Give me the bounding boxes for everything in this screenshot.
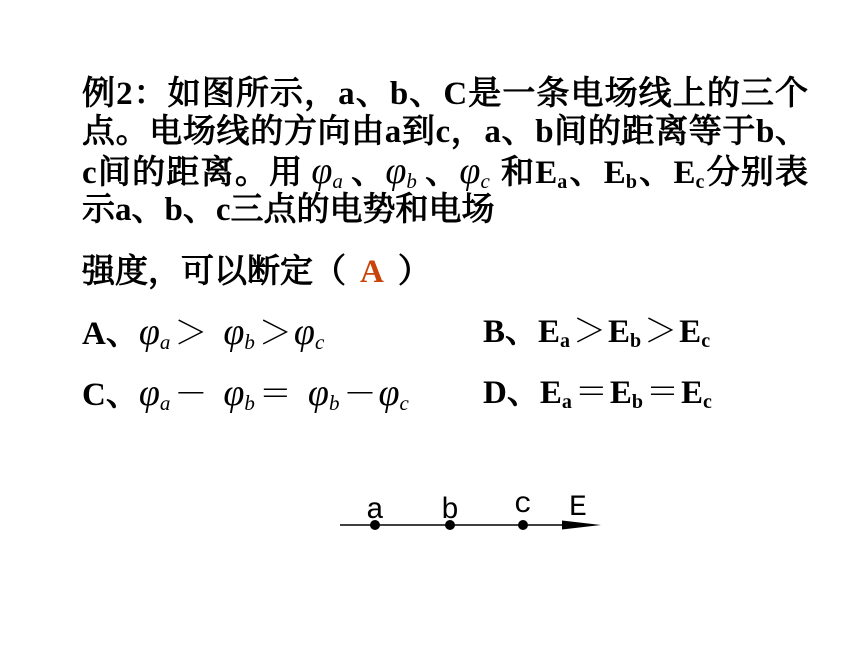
e-a-symbol: E xyxy=(535,155,558,191)
point-c-label: c xyxy=(513,488,533,522)
greater-than-operator: ＞ xyxy=(644,314,678,350)
conjunction: 和 xyxy=(499,155,536,191)
subscript: a xyxy=(561,391,572,413)
equals-operator: ＝ xyxy=(646,375,679,411)
option-c-label: C、 xyxy=(82,377,139,413)
separator: 、 xyxy=(423,155,460,191)
e-symbol: E xyxy=(539,375,562,411)
option-a-label: A、 xyxy=(82,316,139,352)
point-b-label: b xyxy=(440,494,460,528)
field-direction-label: E xyxy=(568,491,588,525)
subscript: a xyxy=(159,391,171,415)
phi-b-subscript: b xyxy=(406,169,417,193)
phi-symbol: φ xyxy=(293,311,315,353)
phi-c-subscript: c xyxy=(480,169,490,193)
subscript: b xyxy=(630,330,642,352)
phi-symbol: φ xyxy=(138,372,160,414)
e-c-subscript: c xyxy=(695,171,705,193)
option-b-label: B、 xyxy=(483,314,539,350)
e-symbol: E xyxy=(608,314,631,350)
separator: 、 xyxy=(349,155,386,191)
minus-operator: － xyxy=(343,377,377,413)
phi-a-symbol: φ xyxy=(311,150,333,192)
phi-c-symbol: φ xyxy=(459,150,481,192)
question-line-2: 点。电场线的方向由a到c，a、b间的距离等于b、 xyxy=(82,114,808,150)
e-symbol: E xyxy=(679,314,702,350)
greater-than-operator: ＞ xyxy=(258,316,292,352)
separator: 、 xyxy=(637,155,674,191)
greater-than-operator: ＞ xyxy=(174,316,208,352)
phi-symbol: φ xyxy=(378,372,400,414)
e-b-symbol: E xyxy=(603,155,626,191)
subscript: a xyxy=(560,330,571,352)
e-symbol: E xyxy=(681,375,704,411)
e-b-subscript: b xyxy=(625,171,637,193)
equals-operator: ＝ xyxy=(574,375,608,411)
subscript: b xyxy=(244,391,255,415)
phi-a-subscript: a xyxy=(332,169,343,193)
e-a-subscript: a xyxy=(557,171,568,193)
subscript: c xyxy=(701,330,711,352)
subscript: b xyxy=(328,391,340,415)
phi-symbol: φ xyxy=(223,311,245,353)
subscript: c xyxy=(703,391,712,413)
phi-symbol: φ xyxy=(223,372,245,414)
equals-operator: ＝ xyxy=(258,377,292,413)
option-d-label: D、 xyxy=(483,375,540,411)
e-symbol: E xyxy=(609,375,632,411)
answer-letter: A xyxy=(360,254,384,290)
question-line-4: 示a、b、c三点的电势和电场 xyxy=(82,192,495,228)
question-line-3-lead: c间的距离。用 xyxy=(82,155,304,191)
phi-symbol: φ xyxy=(307,372,329,414)
subscript: c xyxy=(399,391,409,415)
question-line-1: 例2：如图所示，a、b、C是一条电场线上的三个 xyxy=(82,76,808,112)
subscript: c xyxy=(314,330,325,354)
e-symbol: E xyxy=(538,314,561,350)
phi-symbol: φ xyxy=(138,311,160,353)
phi-b-symbol: φ xyxy=(385,150,407,192)
subscript: a xyxy=(159,330,171,354)
e-c-symbol: E xyxy=(673,155,696,191)
greater-than-operator: ＞ xyxy=(573,314,607,350)
separator: 、 xyxy=(568,155,604,191)
question-line-3-tail: 分别表 xyxy=(705,155,809,191)
subscript: b xyxy=(631,391,643,413)
closing-paren: ） xyxy=(397,254,431,290)
minus-operator: － xyxy=(174,377,208,413)
question-line-5-lead: 强度，可以断定（ xyxy=(82,254,346,290)
point-a-label: a xyxy=(365,494,385,528)
subscript: b xyxy=(244,330,255,354)
